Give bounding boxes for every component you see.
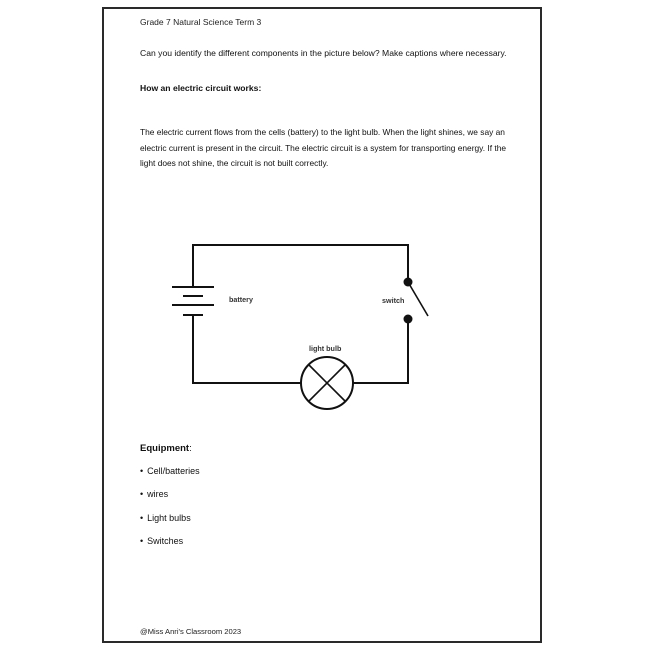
- equipment-item: [140, 489, 200, 512]
- equipment-item-label: Cell/batteries: [147, 466, 200, 476]
- bottom-right-wire: [353, 319, 408, 383]
- equipment-item: [140, 536, 200, 559]
- equipment-item-label: Switches: [147, 535, 184, 546]
- light-bulb-label: light bulb: [309, 344, 342, 353]
- equipment-item: [140, 466, 200, 489]
- equipment-heading-text: Equipment: [140, 443, 190, 454]
- switch-symbol: [404, 278, 429, 324]
- bullet-icon: •: [140, 489, 144, 500]
- equipment-item-label: wires: [147, 489, 169, 500]
- top-wire: [193, 245, 408, 287]
- page-footer: @Miss Anri's Classroom 2023: [140, 627, 242, 636]
- circuit-diagram: [150, 230, 440, 420]
- page-header: Grade 7 Natural Science Term 3: [140, 17, 262, 27]
- section-heading: How an electric circuit works:: [140, 83, 262, 93]
- equipment-item: [140, 513, 200, 536]
- explanation-paragraph: The electric current flows from the cells (battery) to the light bulb. When the light shines, we say an electric current is present in the circuit. The electric circuit is a system for transporting energy. If the light does not shine, the circuit is not built correctly.: [140, 127, 507, 168]
- battery-label: battery: [229, 295, 253, 304]
- bullet-icon: •: [140, 512, 144, 523]
- equipment-list: [140, 466, 200, 559]
- equipment-heading: [140, 443, 192, 454]
- battery-symbol: [172, 287, 214, 315]
- bullet-icon: •: [140, 466, 144, 476]
- equipment-item-label: Light bulbs: [147, 512, 191, 523]
- equipment-heading-colon: :: [189, 443, 192, 454]
- switch-label: switch: [382, 296, 405, 305]
- question-text: Can you identify the different components in the picture below? Make captions where necessary.: [140, 48, 507, 58]
- bottom-left-wire: [193, 315, 301, 383]
- bullet-icon: •: [140, 535, 144, 546]
- light-bulb-symbol: [301, 357, 353, 409]
